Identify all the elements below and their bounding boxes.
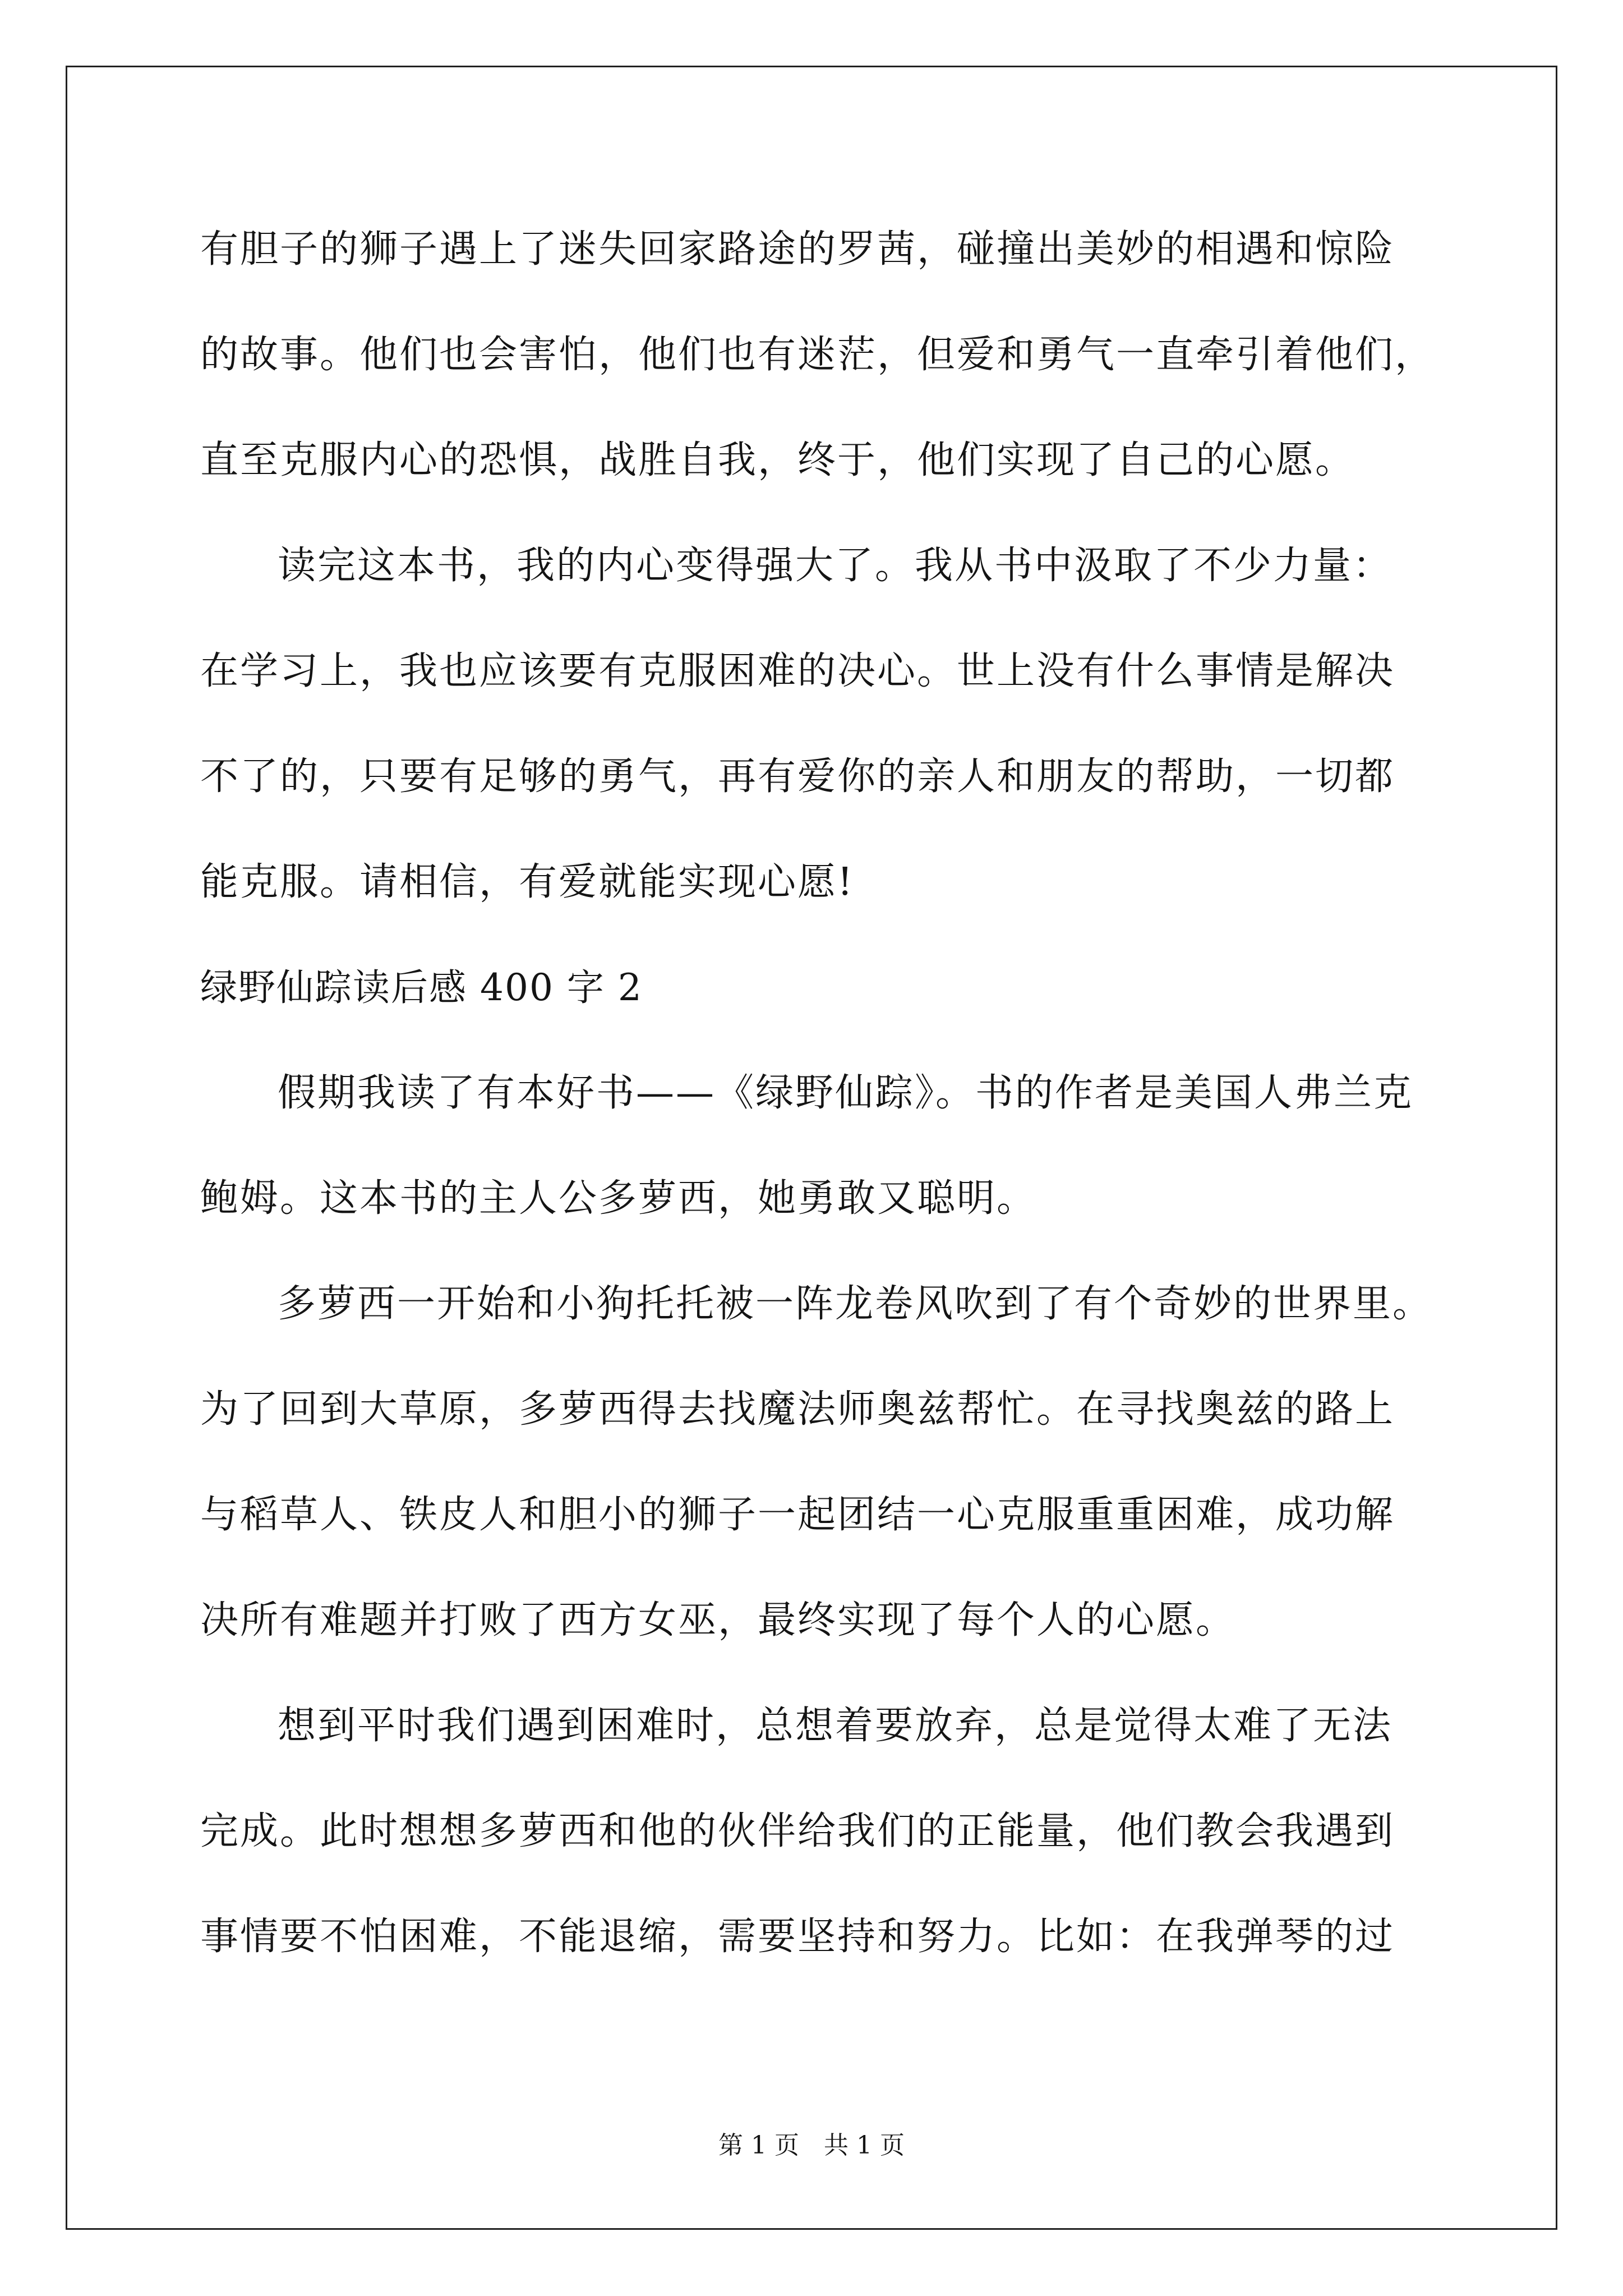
text-line: 想到平时我们遇到困难时，总想着要放弃，总是觉得太难了无法	[278, 1704, 1393, 1748]
text-line: 鲍姆。这本书的主人公多萝西，她勇敢又聪明。	[200, 1176, 1037, 1221]
text-line: 多萝西一开始和小狗托托被一阵龙卷风吹到了有个奇妙的世界里。	[278, 1282, 1433, 1326]
text-line: 的故事。他们也会害怕，他们也有迷茫，但爱和勇气一直牵引着他们，	[200, 333, 1435, 377]
section-heading: 绿野仙踪读后感 400 字 2	[200, 966, 643, 1009]
text-line: 为了回到大草原，多萝西得去找魔法师奥兹帮忙。在寻找奥兹的路上	[200, 1387, 1395, 1432]
text-line: 与稻草人、铁皮人和胆小的狮子一起团结一心克服重重困难，成功解	[200, 1493, 1395, 1537]
document-body	[200, 213, 1434, 2006]
text-line: 读完这本书，我的内心变得强大了。我从书中汲取了不少力量：	[278, 544, 1393, 588]
text-line: 直至克服内心的恐惧，战胜自我，终于，他们实现了自己的心愿。	[200, 438, 1355, 482]
page-footer: 第 1 页 共 1 页	[718, 2131, 905, 2160]
text-line: 有胆子的狮子遇上了迷失回家路途的罗茜，碰撞出美妙的相遇和惊险	[200, 227, 1395, 272]
text-line: 不了的，只要有足够的勇气，再有爱你的亲人和朋友的帮助，一切都	[200, 754, 1395, 799]
text-line: 在学习上，我也应该要有克服困难的决心。世上没有什么事情是解决	[200, 649, 1395, 693]
text-line: 能克服。请相信，有爱就能实现心愿!	[200, 860, 855, 904]
text-line: 事情要不怕困难，不能退缩，需要坚持和努力。比如：在我弹琴的过	[200, 1915, 1395, 1959]
text-line: 决所有难题并打败了西方女巫，最终实现了每个人的心愿。	[200, 1598, 1236, 1642]
text-line: 假期我读了有本好书——《绿野仙踪》。书的作者是美国人弗兰克	[278, 1071, 1414, 1115]
text-line: 完成。此时想想多萝西和他的伙伴给我们的正能量，他们教会我遇到	[200, 1809, 1395, 1853]
